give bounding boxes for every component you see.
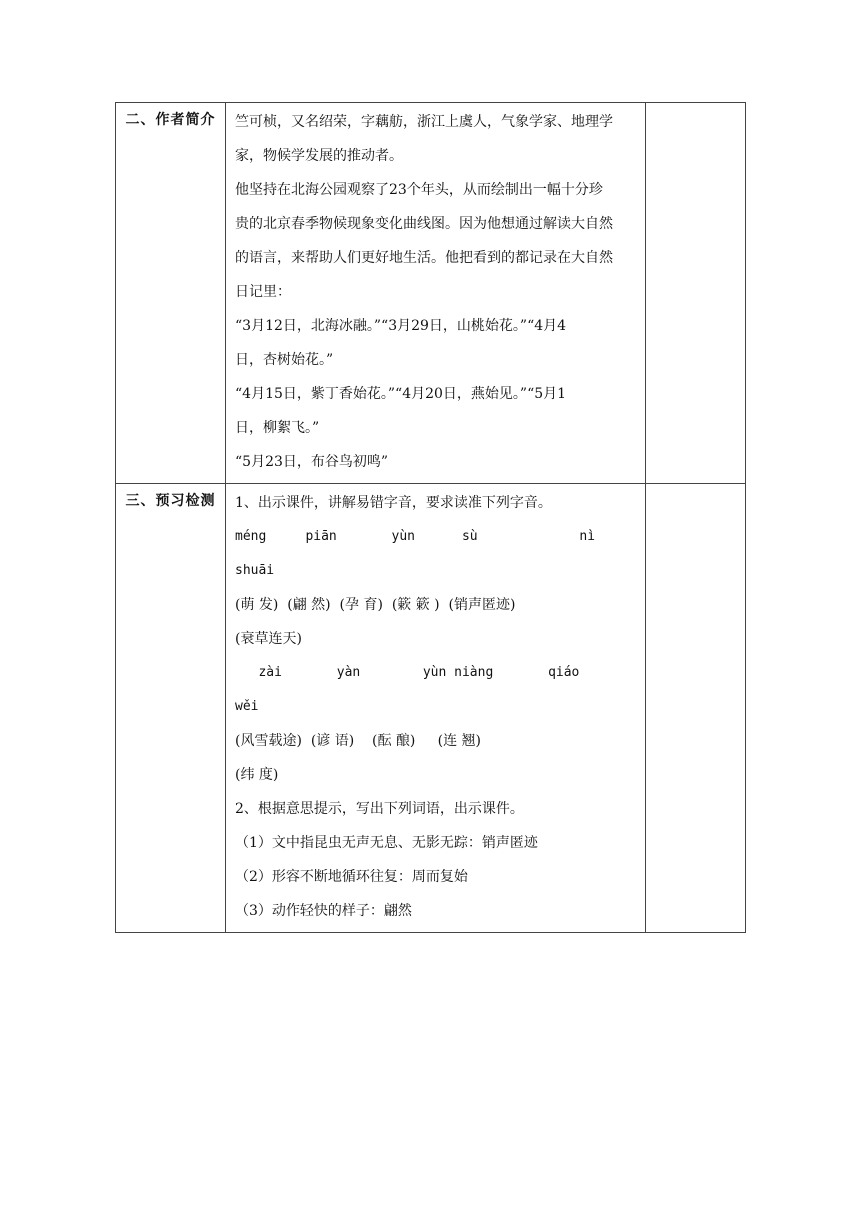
instruction-line: 2、根据意思提示，写出下列词语，出示课件。 — [235, 801, 524, 817]
lesson-plan-table — [115, 102, 746, 933]
text-line: 日记里： — [235, 284, 291, 300]
text-line: 贵的北京春季物候现象变化曲线图。因为他想通过解读大自然 — [235, 216, 613, 232]
text-line: “3月12日，北海冰融。”“3月29日，山桃始花。”“4月4 — [235, 318, 567, 334]
text-line: 日，柳絮飞。” — [235, 420, 320, 436]
preview-check-cell — [226, 484, 646, 933]
text-line: 家，物候学发展的推动者。 — [235, 148, 403, 164]
word-line: (纬 度) — [235, 767, 279, 783]
text-line: “5月23日，布谷鸟初鸣” — [235, 454, 389, 470]
word-line: (萌 发) (翩 然) (孕 育) (簌 簌 ) (销声匿迹) — [235, 597, 516, 613]
word-line: (风雪载途) (谚 语) (酝 酿) (连 翘) — [235, 733, 481, 749]
pinyin-line: zài yàn yùn niàng qiáo — [235, 665, 580, 680]
table-row — [116, 103, 746, 484]
notes-cell — [646, 103, 746, 484]
table-row — [116, 484, 746, 933]
pinyin-line: wěi — [235, 699, 259, 714]
text-line: 竺可桢，又名绍荣，字藕舫，浙江上虞人，气象学家、地理学 — [235, 114, 613, 130]
word-line: (衰草连天) — [235, 631, 302, 647]
text-line: 日，杏树始花。” — [235, 352, 334, 368]
hint-line: （1）文中指昆虫无声无息、无影无踪：销声匿迹 — [235, 835, 538, 851]
text-line: “4月15日，紫丁香始花。”“4月20日，燕始见。”“5月1 — [235, 386, 567, 402]
section-heading: 三、预习检测 — [116, 484, 226, 933]
pinyin-line: méng piān yùn sù nì — [235, 529, 596, 544]
pinyin-line: shuāi — [235, 563, 275, 578]
hint-line: （2）形容不断地循环往复：周而复始 — [235, 869, 468, 885]
instruction-line: 1、出示课件，讲解易错字音，要求读准下列字音。 — [235, 495, 552, 511]
text-line: 他坚持在北海公园观察了23个年头，从而绘制出一幅十分珍 — [235, 182, 603, 198]
author-intro-cell — [226, 103, 646, 484]
notes-cell — [646, 484, 746, 933]
section-heading: 二、作者简介 — [116, 103, 226, 484]
text-line: 的语言，来帮助人们更好地生活。他把看到的都记录在大自然 — [235, 250, 613, 266]
hint-line: （3）动作轻快的样子：翩然 — [235, 903, 412, 919]
